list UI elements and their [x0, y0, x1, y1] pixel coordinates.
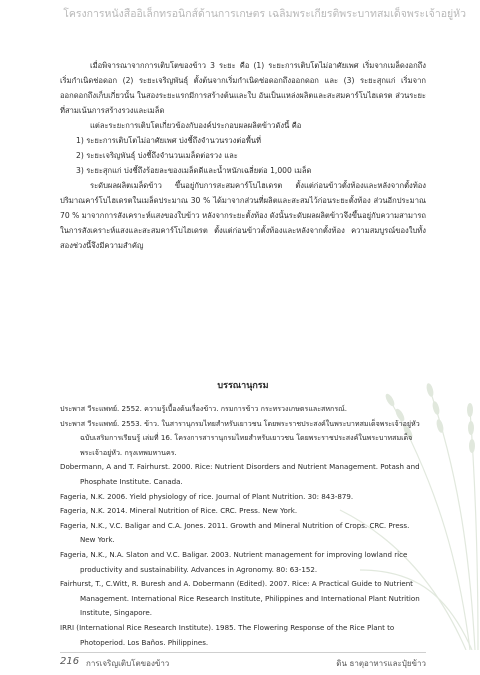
paragraph-yield-components: แต่ละระยะการเติบโตเกี่ยวข้องกับองค์ประกอบผลผลิตข้าวดังนี้ คือ: [90, 121, 302, 130]
bibliography: [60, 340, 426, 650]
reference-item: Fairhurst, T., C.Witt, R. Buresh and A. Dobermann (Edited). 2007. Rice: A Practical Guide to Nutrient Management. International Rice Research Institute, Philippines and International Plant Nutrition Institute, Singapore.: [60, 579, 420, 618]
reference-item: Fageria, N.K. 2014. Mineral Nutrition of Rice. CRC. Press. New York.: [60, 506, 298, 516]
list-item: 1) ระยะการเติบโตไม่อาศัยเพศ บ่งชี้ถึงจำนวนรวงต่อพื้นที่: [76, 136, 262, 145]
footer-book-title: ดิน ธาตุอาหารและปุ๋ยข้าว: [336, 659, 426, 668]
reference-item: Fageria, N.K. 2006. Yield physiology of rice. Journal of Plant Nutrition. 30: 843-879.: [60, 491, 354, 501]
reference-item: Fageria, N.K., N.A. Slaton and V.C. Baligar. 2003. Nutrient management for improving lowland rice productivity and sustainability. Advances in Agronomy. 80: 63-152.: [60, 549, 408, 574]
bibliography-heading: บรรณานุกรม: [217, 381, 269, 391]
reference-item: IRRI (International Rice Research Institute). 1985. The Flowering Response of the Rice Plant to Photoperiod. Los Baños. Philippines.: [60, 622, 395, 647]
page-number: 216: [60, 656, 80, 667]
footer-divider: [60, 652, 426, 653]
reference-item: Fageria, N.K., V.C. Baligar and C.A. Jones. 2011. Growth and Mineral Nutrition of Crops. CRC. Press. New York.: [60, 520, 410, 545]
paragraph-carbohydrate: ระดับผลผลิตเมล็ดข้าว ขึ้นอยู่กับการสะสมคาร์โบไฮเดรต ตั้งแต่ก่อนข้าวตั้งท้องและหลังจากตั้งท้อง ปริมาณคาร์โบไฮเดรตในเมล็ดประมาณ 30 % ได้มาจากส่วนที่ผลิตและสะสมไว้ก่อนระยะตั้งท้อง ส่วนอีกประมาณ 70 % มาจากการสังเคราะห์แสงของใบข้าว หลังจากระยะตั้งท้อง ดังนั้นระดับผลผลิตข้าวจึงขึ้นอยู่กับความสามารถในการสังเคราะห์แสงและสะสมคาร์โบไฮเดรต ตั้งแต่ก่อนข้าวตั้งท้องและหลังจากตั้งท้อง ความสมบูรณ์ของใบทั้งสองช่วงนี้จึงมีความสำคัญ: [60, 181, 426, 250]
footer-chapter-title: การเจริญเติบโตของข้าว: [86, 659, 170, 668]
list-item: 3) ระยะสุกแก่ บ่งชี้ถึงร้อยละของเมล็ดดีและน้ำหนักเฉลี่ยต่อ 1,000 เมล็ด: [76, 166, 312, 175]
reference-item: ประพาส วีระแพทย์. 2552. ความรู้เบื้องต้นเรื่องข้าว. กรมการข้าว กระทรวงเกษตรและสหกรณ์.: [60, 404, 347, 413]
stage-list: [60, 133, 426, 178]
reference-item: ประพาส วีระแพทย์. 2553. ข้าว. ในสารานุกรมไทยสำหรับเยาวชน โดยพระราชประสงค์ในพระบาทสมเด็จพระเจ้าอยู่หัว ฉบับเสริมการเรียนรู้ เล่มที่ 16. โครงการสารานุกรมไทยสำหรับเยาวชน โดยพระราชประสงค์ในพระบาทสมเด็จพระเจ้าอยู่หัว. กรุงเทพมหานคร.: [60, 418, 420, 457]
reference-item: Dobermann, A and T. Fairhurst. 2000. Rice: Nutrient Disorders and Nutrient Management. Potash and Phosphate Institute. Canada.: [60, 462, 420, 486]
paragraph-growth-stages: เมื่อพิจารณาจากการเติบโตของข้าว 3 ระยะ คือ (1) ระยะการเติบโตไม่อาศัยเพศ เริ่มจากเมล็ดงอกถึงเริ่มกำเนิดช่อดอก (2) ระยะเจริญพันธุ์ ตั้งต้นจากเริ่มกำเนิดช่อดอกถึงออกดอก และ (3) ระยะสุกแก่ เริ่มจากออกดอกถึงเก็บเกี่ยวนั้น ในสองระยะแรกมีการสร้างต้นและใบ อันเป็นแหล่งผลิตและสะสมคาร์โบไฮเดรต ส่วนระยะที่สามเน้นการสร้างรวงและเมล็ด: [60, 61, 426, 115]
page-footer: [0, 652, 480, 675]
list-item: 2) ระยะเจริญพันธุ์ บ่งชี้ถึงจำนวนเมล็ดต่อรวง และ: [76, 151, 238, 160]
running-header: โครงการหนังสืออิเล็กทรอนิกส์ด้านการเกษตร เฉลิมพระเกียรติพระบาทสมเด็จพระเจ้าอยู่หัว: [63, 8, 466, 20]
body-text: [60, 58, 426, 253]
